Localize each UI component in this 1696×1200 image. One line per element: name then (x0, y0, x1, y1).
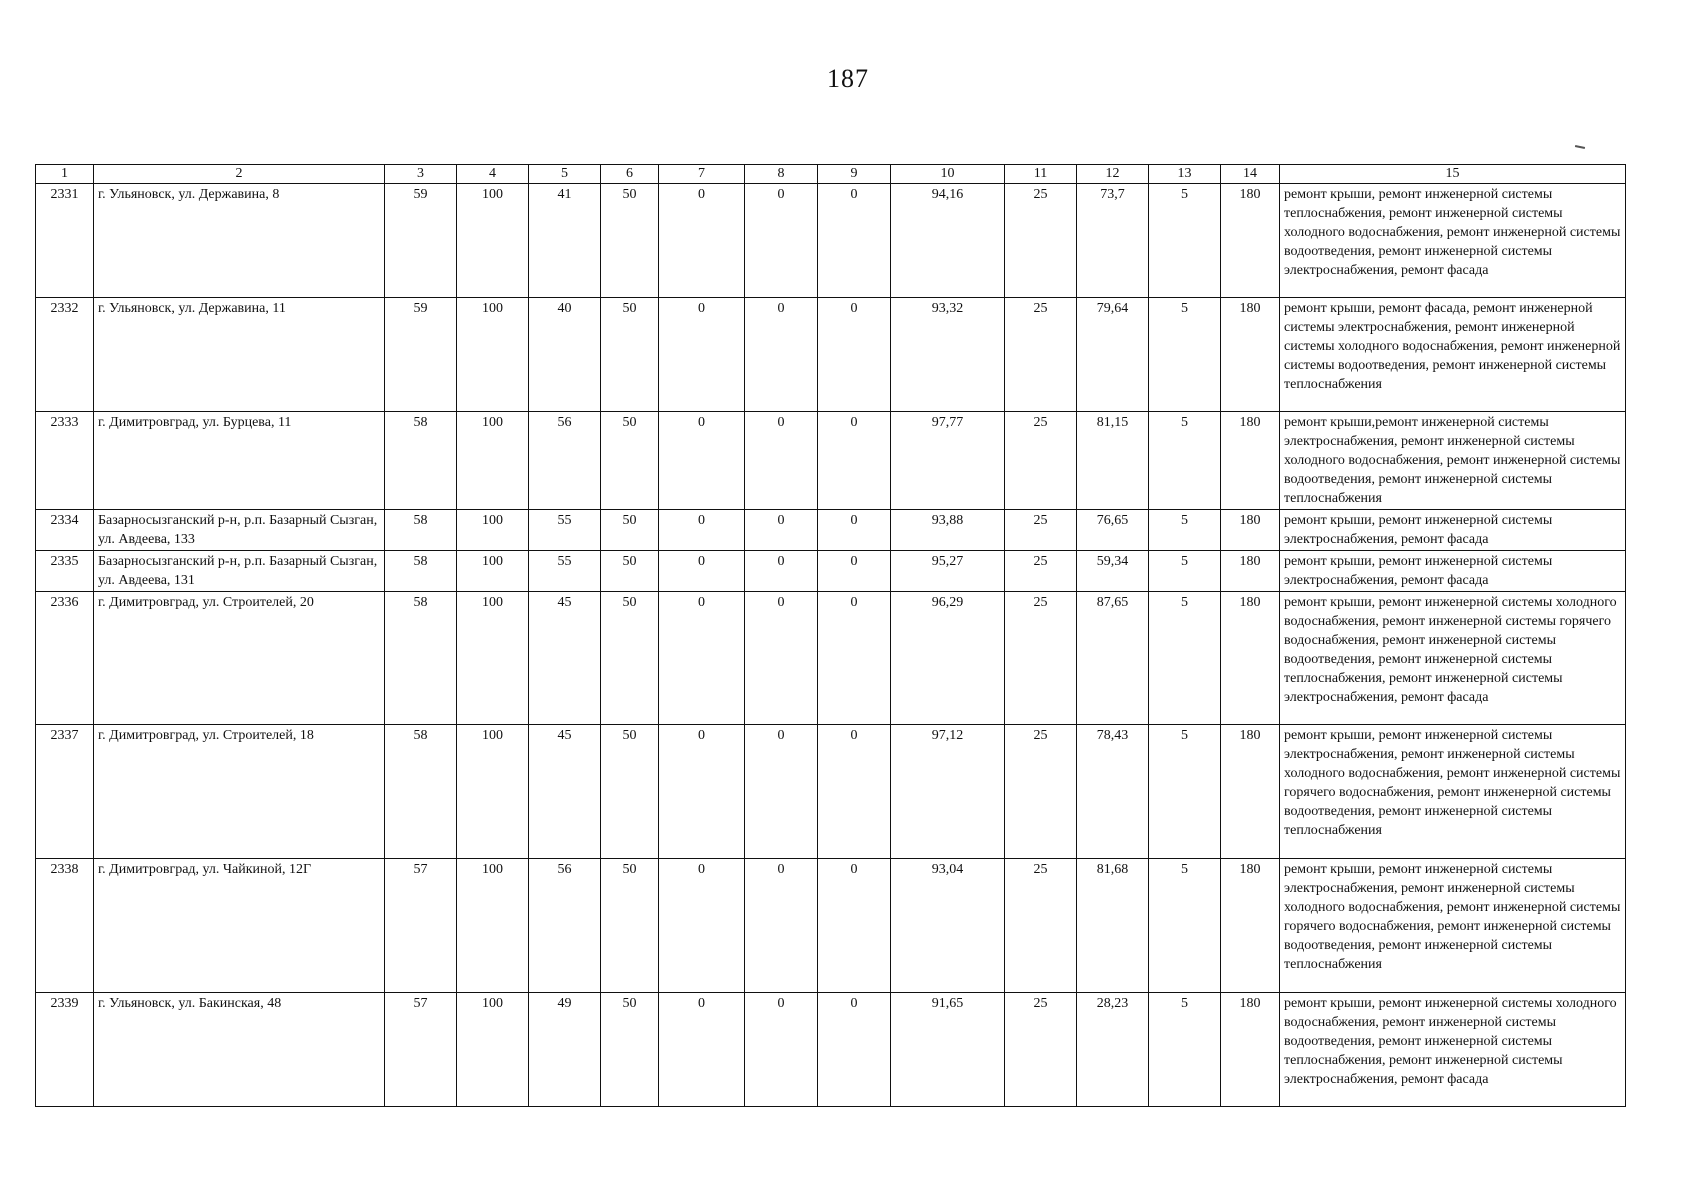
cell-10: 93,88 (891, 510, 1005, 551)
table-row (36, 412, 1626, 510)
col-header-11: 11 (1005, 165, 1077, 184)
cell-7: 0 (659, 412, 745, 510)
cell-12: 78,43 (1077, 725, 1149, 859)
cell-5: 41 (529, 184, 601, 298)
cell-9: 0 (818, 993, 891, 1107)
cell-4: 100 (457, 510, 529, 551)
cell-10: 94,16 (891, 184, 1005, 298)
cell-12: 79,64 (1077, 298, 1149, 412)
cell-3: 58 (385, 412, 457, 510)
cell-6: 50 (601, 412, 659, 510)
cell-7: 0 (659, 725, 745, 859)
cell-7: 0 (659, 510, 745, 551)
col-header-8: 8 (745, 165, 818, 184)
cell-12: 87,65 (1077, 592, 1149, 725)
cell-6: 50 (601, 592, 659, 725)
row-id: 2339 (36, 993, 94, 1107)
cell-6: 50 (601, 725, 659, 859)
cell-4: 100 (457, 184, 529, 298)
cell-13: 5 (1149, 859, 1221, 993)
cell-14: 180 (1221, 551, 1280, 592)
cell-7: 0 (659, 859, 745, 993)
cell-9: 0 (818, 510, 891, 551)
cell-7: 0 (659, 592, 745, 725)
address-cell: г. Ульяновск, ул. Державина, 11 (94, 298, 385, 412)
cell-10: 91,65 (891, 993, 1005, 1107)
cell-8: 0 (745, 184, 818, 298)
table-row (36, 298, 1626, 412)
cell-11: 25 (1005, 551, 1077, 592)
row-id: 2336 (36, 592, 94, 725)
cell-12: 76,65 (1077, 510, 1149, 551)
row-id: 2337 (36, 725, 94, 859)
table-row (36, 859, 1626, 993)
cell-8: 0 (745, 298, 818, 412)
scan-mark (1575, 145, 1585, 149)
col-header-13: 13 (1149, 165, 1221, 184)
works-cell: ремонт крыши, ремонт инженерной системы холодного водоснабжения, ремонт инженерной системы водоотведения, ремонт инженерной системы теплоснабжения, ремонт инженерной системы электроснабжения, ремонт фасада (1280, 993, 1626, 1107)
cell-11: 25 (1005, 510, 1077, 551)
cell-13: 5 (1149, 510, 1221, 551)
cell-3: 59 (385, 184, 457, 298)
cell-11: 25 (1005, 993, 1077, 1107)
cell-14: 180 (1221, 725, 1280, 859)
col-header-12: 12 (1077, 165, 1149, 184)
cell-14: 180 (1221, 412, 1280, 510)
cell-5: 40 (529, 298, 601, 412)
cell-14: 180 (1221, 184, 1280, 298)
cell-6: 50 (601, 298, 659, 412)
cell-10: 93,04 (891, 859, 1005, 993)
address-cell: Базарносызганский р-н, р.п. Базарный Сызган, ул. Авдеева, 133 (94, 510, 385, 551)
cell-14: 180 (1221, 993, 1280, 1107)
col-header-1: 1 (36, 165, 94, 184)
cell-4: 100 (457, 859, 529, 993)
col-header-2: 2 (94, 165, 385, 184)
cell-13: 5 (1149, 298, 1221, 412)
cell-9: 0 (818, 859, 891, 993)
cell-3: 57 (385, 993, 457, 1107)
address-cell: г. Димитровград, ул. Чайкиной, 12Г (94, 859, 385, 993)
col-header-4: 4 (457, 165, 529, 184)
cell-3: 58 (385, 510, 457, 551)
repair-register-table (35, 164, 1626, 1107)
table-row (36, 725, 1626, 859)
col-header-15: 15 (1280, 165, 1626, 184)
col-header-9: 9 (818, 165, 891, 184)
works-cell: ремонт крыши,ремонт инженерной системы электроснабжения, ремонт инженерной системы холодного водоснабжения, ремонт инженерной системы водоотведения, ремонт инженерной системы теплоснабжения (1280, 412, 1626, 510)
cell-3: 58 (385, 725, 457, 859)
table-row (36, 592, 1626, 725)
cell-11: 25 (1005, 298, 1077, 412)
cell-5: 49 (529, 993, 601, 1107)
cell-8: 0 (745, 725, 818, 859)
cell-7: 0 (659, 993, 745, 1107)
cell-8: 0 (745, 993, 818, 1107)
col-header-6: 6 (601, 165, 659, 184)
cell-13: 5 (1149, 993, 1221, 1107)
table-row (36, 184, 1626, 298)
col-header-5: 5 (529, 165, 601, 184)
works-cell: ремонт крыши, ремонт инженерной системы теплоснабжения, ремонт инженерной системы холодного водоснабжения, ремонт инженерной системы водоотведения, ремонт инженерной системы электроснабжения, ремонт фасада (1280, 184, 1626, 298)
cell-8: 0 (745, 859, 818, 993)
cell-6: 50 (601, 510, 659, 551)
cell-11: 25 (1005, 592, 1077, 725)
cell-5: 45 (529, 725, 601, 859)
cell-12: 73,7 (1077, 184, 1149, 298)
cell-4: 100 (457, 592, 529, 725)
cell-4: 100 (457, 993, 529, 1107)
works-cell: ремонт крыши, ремонт инженерной системы электроснабжения, ремонт инженерной системы холодного водоснабжения, ремонт инженерной системы горячего водоснабжения, ремонт инженерной системы водоотведения, ремонт инженерной системы теплоснабжения (1280, 725, 1626, 859)
cell-6: 50 (601, 551, 659, 592)
works-cell: ремонт крыши, ремонт инженерной системы электроснабжения, ремонт фасада (1280, 551, 1626, 592)
cell-5: 55 (529, 510, 601, 551)
row-id: 2331 (36, 184, 94, 298)
cell-14: 180 (1221, 859, 1280, 993)
cell-7: 0 (659, 298, 745, 412)
cell-3: 58 (385, 551, 457, 592)
address-cell: г. Ульяновск, ул. Бакинская, 48 (94, 993, 385, 1107)
cell-12: 81,68 (1077, 859, 1149, 993)
cell-8: 0 (745, 592, 818, 725)
row-id: 2332 (36, 298, 94, 412)
cell-4: 100 (457, 725, 529, 859)
cell-12: 59,34 (1077, 551, 1149, 592)
cell-4: 100 (457, 551, 529, 592)
cell-9: 0 (818, 725, 891, 859)
table-row (36, 993, 1626, 1107)
cell-7: 0 (659, 184, 745, 298)
cell-14: 180 (1221, 510, 1280, 551)
col-header-14: 14 (1221, 165, 1280, 184)
address-cell: г. Димитровград, ул. Строителей, 20 (94, 592, 385, 725)
address-cell: г. Ульяновск, ул. Державина, 8 (94, 184, 385, 298)
works-cell: ремонт крыши, ремонт инженерной системы электроснабжения, ремонт инженерной системы холодного водоснабжения, ремонт инженерной системы горячего водоснабжения, ремонт инженерной системы водоотведения, ремонт инженерной системы теплоснабжения (1280, 859, 1626, 993)
cell-4: 100 (457, 298, 529, 412)
cell-5: 55 (529, 551, 601, 592)
address-cell: г. Димитровград, ул. Бурцева, 11 (94, 412, 385, 510)
cell-13: 5 (1149, 184, 1221, 298)
cell-3: 59 (385, 298, 457, 412)
cell-8: 0 (745, 412, 818, 510)
cell-9: 0 (818, 298, 891, 412)
row-id: 2334 (36, 510, 94, 551)
cell-11: 25 (1005, 859, 1077, 993)
page-number: 187 (827, 64, 869, 93)
cell-5: 56 (529, 412, 601, 510)
cell-13: 5 (1149, 725, 1221, 859)
col-header-7: 7 (659, 165, 745, 184)
works-cell: ремонт крыши, ремонт инженерной системы холодного водоснабжения, ремонт инженерной системы горячего водоснабжения, ремонт инженерной системы водоотведения, ремонт инженерной системы теплоснабжения, ремонт инженерной системы электроснабжения, ремонт фасада (1280, 592, 1626, 725)
cell-11: 25 (1005, 184, 1077, 298)
col-header-10: 10 (891, 165, 1005, 184)
cell-3: 58 (385, 592, 457, 725)
cell-10: 97,77 (891, 412, 1005, 510)
cell-12: 81,15 (1077, 412, 1149, 510)
row-id: 2335 (36, 551, 94, 592)
cell-8: 0 (745, 551, 818, 592)
cell-6: 50 (601, 859, 659, 993)
cell-14: 180 (1221, 298, 1280, 412)
cell-7: 0 (659, 551, 745, 592)
cell-5: 56 (529, 859, 601, 993)
cell-14: 180 (1221, 592, 1280, 725)
cell-9: 0 (818, 412, 891, 510)
cell-5: 45 (529, 592, 601, 725)
cell-13: 5 (1149, 412, 1221, 510)
cell-13: 5 (1149, 592, 1221, 725)
cell-12: 28,23 (1077, 993, 1149, 1107)
cell-9: 0 (818, 551, 891, 592)
cell-9: 0 (818, 184, 891, 298)
column-number-row (36, 165, 1626, 184)
col-header-3: 3 (385, 165, 457, 184)
cell-11: 25 (1005, 725, 1077, 859)
cell-10: 97,12 (891, 725, 1005, 859)
cell-10: 96,29 (891, 592, 1005, 725)
cell-3: 57 (385, 859, 457, 993)
row-id: 2333 (36, 412, 94, 510)
works-cell: ремонт крыши, ремонт инженерной системы электроснабжения, ремонт фасада (1280, 510, 1626, 551)
cell-10: 93,32 (891, 298, 1005, 412)
cell-9: 0 (818, 592, 891, 725)
cell-8: 0 (745, 510, 818, 551)
address-cell: Базарносызганский р-н, р.п. Базарный Сызган, ул. Авдеева, 131 (94, 551, 385, 592)
cell-6: 50 (601, 993, 659, 1107)
cell-13: 5 (1149, 551, 1221, 592)
works-cell: ремонт крыши, ремонт фасада, ремонт инженерной системы электроснабжения, ремонт инженерной системы холодного водоснабжения, ремонт инженерной системы водоотведения, ремонт инженерной системы теплоснабжения (1280, 298, 1626, 412)
table-row (36, 510, 1626, 551)
row-id: 2338 (36, 859, 94, 993)
cell-4: 100 (457, 412, 529, 510)
cell-10: 95,27 (891, 551, 1005, 592)
table-row (36, 551, 1626, 592)
cell-6: 50 (601, 184, 659, 298)
cell-11: 25 (1005, 412, 1077, 510)
address-cell: г. Димитровград, ул. Строителей, 18 (94, 725, 385, 859)
